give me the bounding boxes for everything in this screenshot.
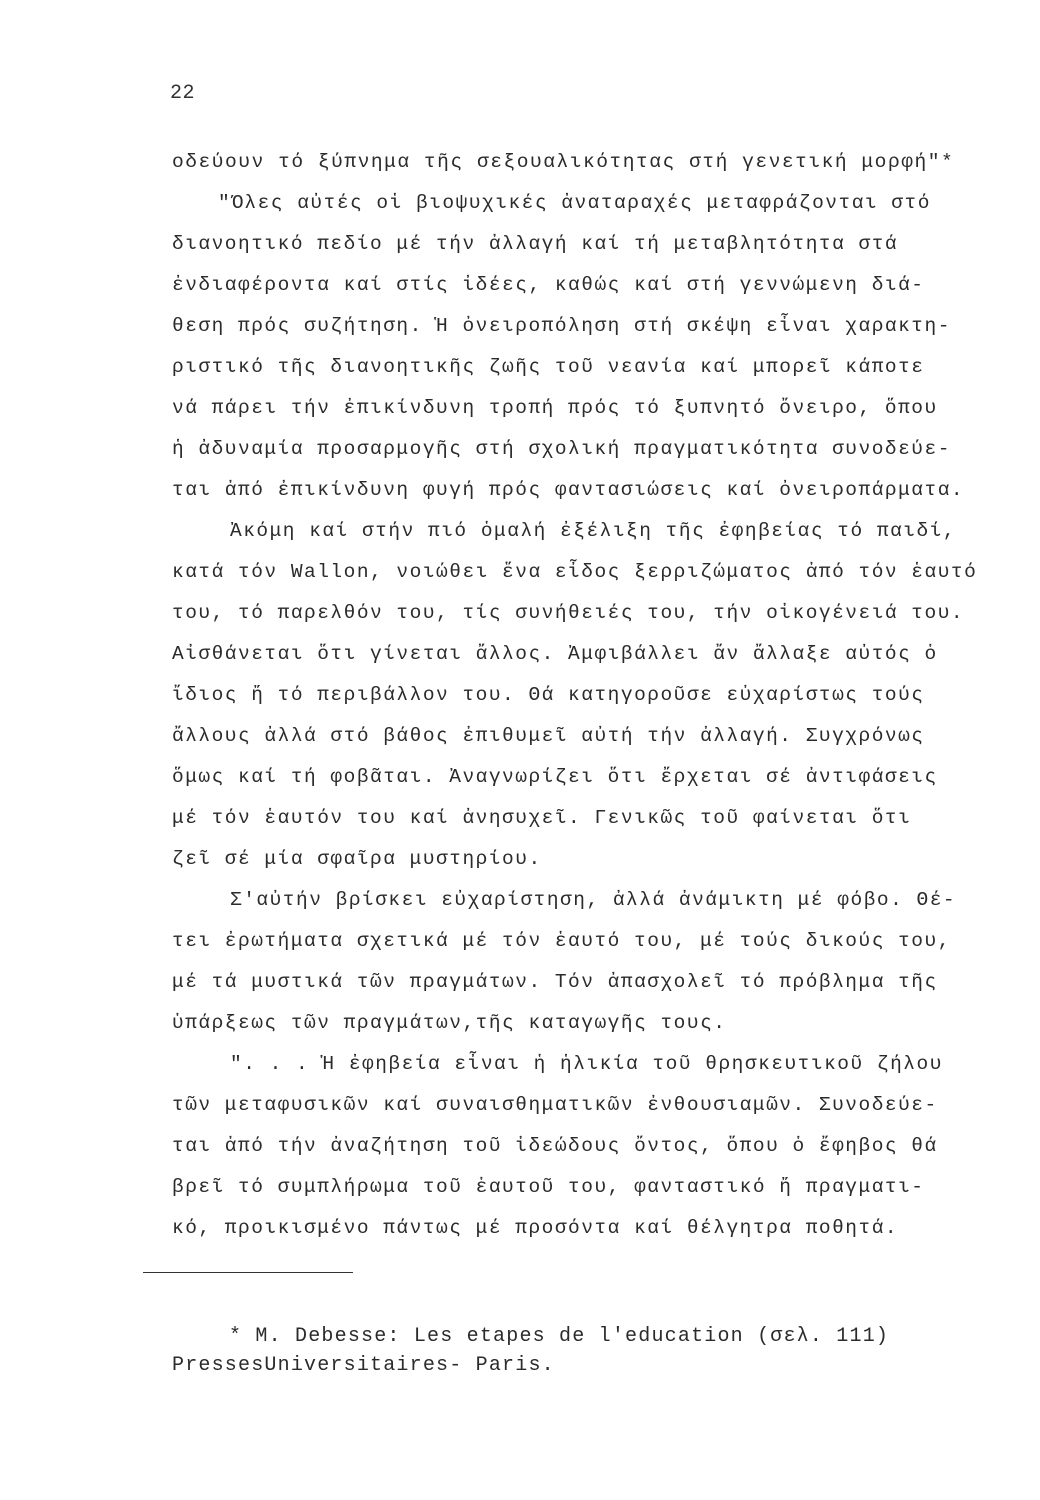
body-line: τει ἐρωτήματα σχετικά μέ τόν ἑαυτό του, μέ τούς δικούς του, <box>172 930 951 952</box>
body-line: θεση πρός συζήτηση. Ἡ ὀνειροπόληση στή σκέψη εἶναι χαρακτη- <box>172 315 951 337</box>
body-line: Σ'αὐτήν βρίσκει εὐχαρίστηση, ἀλλά ἀνάμικτη μέ φόβο. Θέ- <box>230 889 957 911</box>
body-line: ται ἀπό ἐπικίνδυνη φυγή πρός φαντασιώσεις καί ὀνειροπάρματα. <box>172 479 965 501</box>
body-line: μέ τόν ἑαυτόν του καί ἀνησυχεῖ. Γενικῶς τοῦ φαίνεται ὅτι <box>172 807 912 829</box>
body-line: ἄλλους ἀλλά στό βάθος ἐπιθυμεῖ αὐτή τήν ἀλλαγή. Συγχρόνως <box>172 725 925 747</box>
body-line: του, τό παρελθόν του, τίς συνήθειές του, τήν οἰκογένειά του. <box>172 602 965 624</box>
body-line: ἴδιος ἤ τό περιβάλλον του. Θά κατηγοροῦσε εὐχαρίστως τούς <box>172 684 925 706</box>
body-line: οδεύουν τό ξύπνημα τῆς σεξουαλικότητας στή γενετική μορφή"* <box>172 151 955 173</box>
body-line: ". . . Ἡ ἐφηβεία εἶναι ἡ ἡλικία τοῦ θρησκευτικοῦ ζήλου <box>230 1053 943 1075</box>
body-line: ται ἀπό τήν ἀναζήτηση τοῦ ἰδεώδους ὄντος, ὅπου ὁ ἔφηβος θά <box>172 1135 938 1157</box>
body-line: μέ τά μυστικά τῶν πραγμάτων. Τόν ἀπασχολεῖ τό πρόβλημα τῆς <box>172 971 938 993</box>
body-line: τῶν μεταφυσικῶν καί συναισθηματικῶν ἐνθουσιαμῶν. Συνοδεύε- <box>172 1094 938 1116</box>
body-line: νά πάρει τήν ἐπικίνδυνη τροπή πρός τό ξυπνητό ὄνειρο, ὅπου <box>172 397 938 419</box>
body-line: ἡ ἀδυναμία προσαρμογῆς στή σχολική πραγματικότητα συνοδεύε- <box>172 438 951 460</box>
body-line: ὑπάρξεως τῶν πραγμάτων,τῆς καταγωγῆς τους. <box>172 1012 727 1034</box>
body-line: ριστικό τῆς διανοητικῆς ζωῆς τοῦ νεανία καί μπορεῖ κάποτε <box>172 356 925 378</box>
footnote-line: * M. Debesse: Les etapes de l'education (σελ. 111) <box>229 1325 890 1348</box>
footnote-divider <box>143 1272 353 1273</box>
body-line: ζεῖ σέ μία σφαῖρα μυστηρίου. <box>172 848 542 870</box>
page-number: 22 <box>170 82 196 105</box>
body-line: Ἀκόμη καί στήν πιό ὁμαλή ἐξέλιξη τῆς ἐφηβείας τό παιδί, <box>230 520 957 542</box>
body-line: ἐνδιαφέροντα καί στίς ἰδέες, καθώς καί στή γεννώμενη διά- <box>172 274 925 296</box>
body-line: βρεῖ τό συμπλήρωμα τοῦ ἑαυτοῦ του, φανταστικό ἤ πραγματι- <box>172 1176 925 1198</box>
body-line: κατά τόν Wallon, νοιώθει ἕνα εἶδος ξερριζώματος ἀπό τόν ἑαυτό <box>172 561 978 583</box>
footnote-line: PressesUniversitaires- Paris. <box>172 1354 555 1377</box>
body-line: διανοητικό πεδίο μέ τήν ἀλλαγή καί τή μεταβλητότητα στά <box>172 233 899 255</box>
body-line: ὅμως καί τή φοβᾶται. Ἀναγνωρίζει ὅτι ἔρχεται σέ ἀντιφάσεις <box>172 766 938 788</box>
body-line: κό, προικισμένο πάντως μέ προσόντα καί θέλγητρα ποθητά. <box>172 1217 899 1239</box>
body-line: Αἰσθάνεται ὅτι γίνεται ἄλλος. Ἀμφιβάλλει ἄν ἄλλαξε αὐτός ὁ <box>172 643 938 665</box>
body-line: "Όλες αὐτές οἱ βιοψυχικές ἀναταραχές μεταφράζονται στό <box>218 192 931 214</box>
